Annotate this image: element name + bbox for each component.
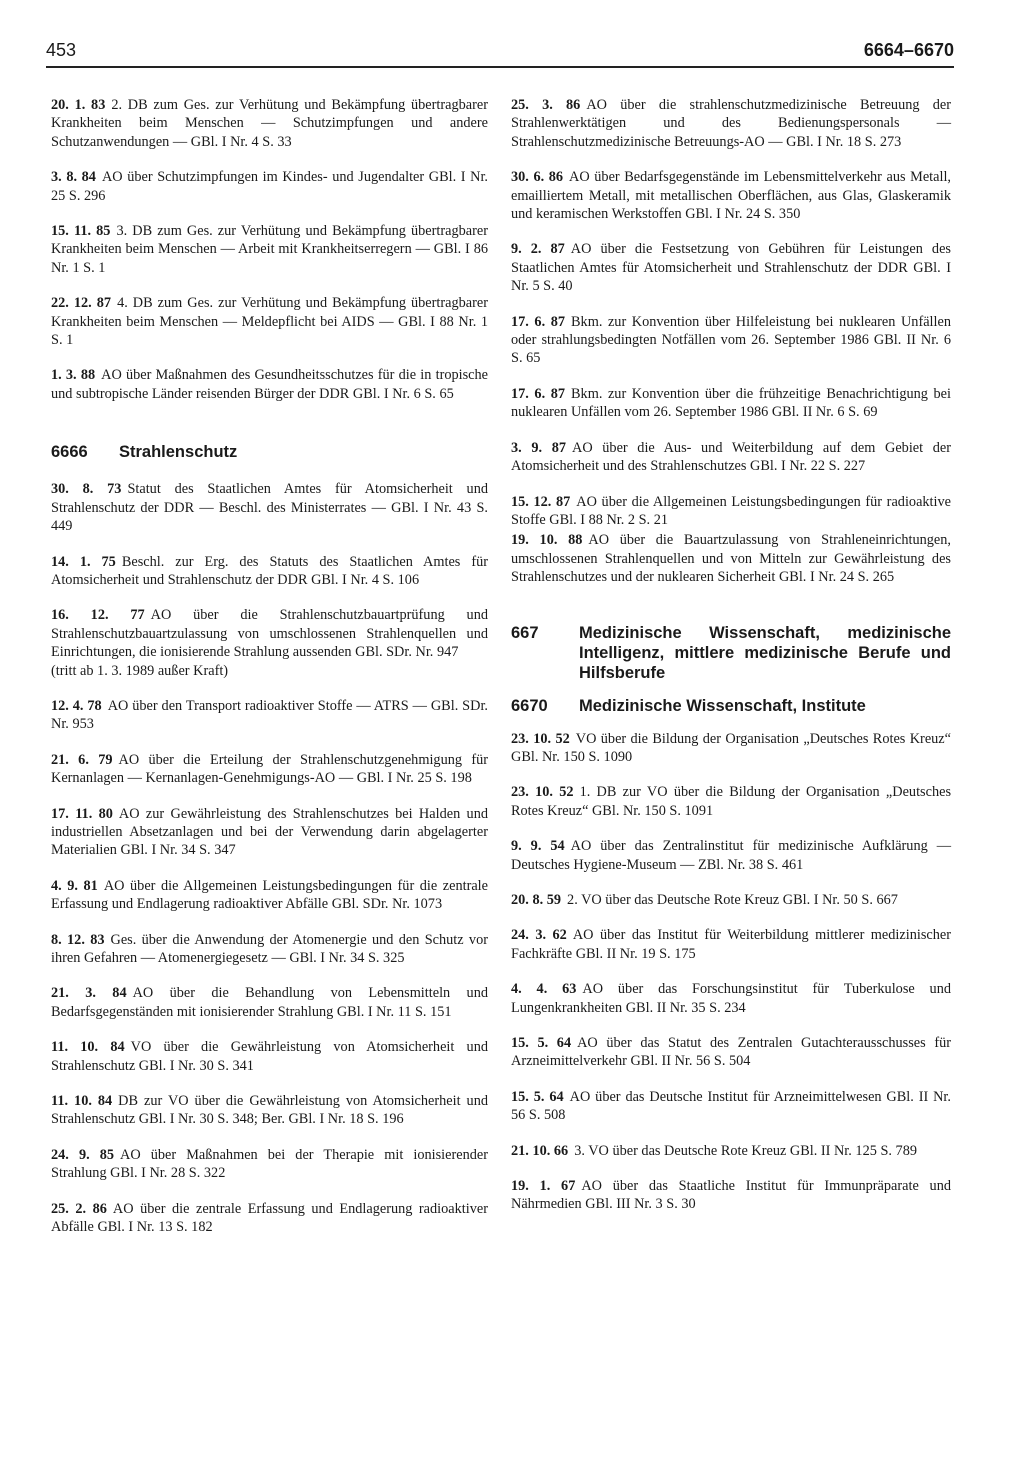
entry-text: AO über Schutzimpfungen im Kindes- und Jugendalter GBl. I Nr. 25 S. 296 [51, 169, 488, 204]
entry-date: 30. 6. 86 [511, 169, 564, 186]
entry-date: 14. 1. 75 [51, 553, 116, 570]
list-item [511, 837, 951, 874]
section-heading-6670 [511, 696, 951, 716]
entry-text: AO über die Festsetzung von Gebühren für Leistungen des Staatlichen Amtes für Atomsicherheit und Strahlenschutz der DDR GBl. I Nr. 5 S. 40 [511, 241, 951, 295]
entry-text: DB zur VO über die Gewährleistung von Atomsicherheit und Strahlenschutz GBl. I Nr. 30 S. 348; Ber. GBl. I Nr. 18 S. 196 [51, 1093, 488, 1128]
list-item [511, 1034, 951, 1071]
entry-text: Bkm. zur Konvention über die frühzeitige Benachrichtigung bei nuklearen Unfällen vom 26. September 1986 GBl. II Nr. 6 S. 69 [511, 385, 951, 421]
entry-date: 25. 3. 86 [511, 97, 581, 113]
entry-date: 23. 10. 52 [511, 730, 570, 747]
entry-date: 4. 4. 63 [511, 981, 577, 998]
list-item [51, 480, 488, 535]
entry-date: 25. 2. 86 [51, 1200, 107, 1217]
entry-date: 11. 10. 84 [51, 1093, 113, 1110]
entry-date: 20. 8. 59 [511, 891, 562, 908]
entry-date: 16. 12. 77 [51, 607, 145, 624]
list-item [511, 240, 951, 295]
entry-text: VO über die Bildung der Organisation „Deutsches Rotes Kreuz“ GBl. Nr. 150 S. 1090 [511, 730, 952, 765]
list-item [511, 926, 951, 963]
list-item [51, 1038, 488, 1075]
entry-text: Ges. über die Anwendung der Atomenergie und den Schutz vor ihren Gefahren — Atomenergiegesetz — GBl. I Nr. 34 S. 325 [51, 931, 488, 966]
entry-date: 30. 8. 73 [51, 481, 122, 498]
list-item [511, 1088, 951, 1125]
entry-text: VO über die Gewährleistung von Atomsicherheit und Strahlenschutz GBl. I Nr. 30 S. 341 [51, 1039, 488, 1074]
list-item [511, 980, 951, 1017]
list-item [511, 531, 951, 586]
entry-text: AO über das Staatliche Institut für Immunpräparate und Nährmedien GBl. III Nr. 3 S. 30 [511, 1178, 951, 1213]
list-item [511, 493, 951, 530]
entry-text: AO über die Bauartzulassung von Strahleneinrichtungen, umschlossenen Strahlenquellen und von Mitteln zur Gewährleistung des Strahlenschutzes und der nuklearen Sicherheit GBl. I Nr. 24 S. 265 [511, 532, 951, 586]
list-item [51, 366, 488, 403]
section-code: 667 [511, 623, 539, 642]
left-column [51, 96, 488, 1253]
right-column [511, 96, 951, 1231]
entry-text: AO über den Transport radioaktiver Stoffe — ATRS — GBl. SDr. Nr. 953 [51, 697, 488, 733]
list-item [51, 553, 488, 590]
entry-date: 19. 1. 67 [511, 1178, 576, 1195]
entry-date: 9. 9. 54 [511, 838, 565, 855]
entry-text: AO über Maßnahmen bei der Therapie mit ionisierender Strahlung GBl. I Nr. 28 S. 322 [51, 1146, 488, 1182]
entry-text: AO über die Erteilung der Strahlenschutzgenehmigung für Kernanlagen — Kernanlagen-Genehmigungs-AO — GBl. I Nr. 25 S. 198 [51, 751, 488, 787]
entry-date: 11. 10. 84 [51, 1039, 125, 1056]
entry-text: 2. VO über das Deutsche Rote Kreuz GBl. I Nr. 50 S. 667 [567, 891, 898, 908]
entry-date: 17. 6. 87 [511, 313, 566, 330]
list-item [511, 1142, 951, 1160]
list-item [51, 222, 488, 277]
entry-date: 21. 3. 84 [51, 985, 127, 1002]
entry-date: 15. 11. 85 [51, 223, 111, 240]
list-item [511, 385, 951, 422]
entry-text: AO über das Forschungsinstitut für Tuberkulose und Lungenkrankheiten GBl. II Nr. 35 S. 234 [511, 981, 952, 1016]
entry-text: AO über die Allgemeinen Leistungsbedingungen für die zentrale Erfassung und Endlagerung radioaktiver Abfälle GBl. SDr. Nr. 1073 [51, 877, 488, 913]
section-heading-6666 [51, 442, 488, 462]
entry-text: Statut des Staatlichen Amtes für Atomsicherheit und Strahlenschutz der DDR — Beschl. des Ministerrates — GBl. I Nr. 43 S. 449 [51, 481, 488, 535]
list-item [511, 313, 951, 368]
entry-date: 3. 8. 84 [51, 169, 96, 186]
entry-date: 20. 1. 83 [51, 97, 106, 113]
entry-date: 15. 12. 87 [511, 493, 571, 510]
entry-date: 17. 6. 87 [511, 385, 566, 402]
entry-date: 15. 5. 64 [511, 1035, 572, 1051]
list-item [51, 168, 488, 205]
list-item [51, 96, 488, 151]
list-item [51, 877, 488, 914]
entry-text: AO über die Allgemeinen Leistungsbedingungen für radioaktive Stoffe GBl. I 88 Nr. 2 S. 21 [511, 493, 951, 528]
section-title: Medizinische Wissenschaft, medizinische Intelligenz, mittlere medizinische Berufe und Hilfsberufe [579, 623, 951, 682]
page-header [46, 36, 954, 68]
list-item [511, 1177, 951, 1214]
entry-date: 12. 4. 78 [51, 697, 102, 714]
list-item [511, 439, 951, 476]
entry-text: AO über das Deutsche Institut für Arzneimittelwesen GBl. II Nr. 56 S. 508 [511, 1088, 951, 1124]
section-title: Strahlenschutz [119, 443, 238, 462]
list-item [51, 805, 488, 860]
section-code: 6666 [51, 443, 88, 462]
entry-date: 22. 12. 87 [51, 295, 112, 312]
section-title: Medizinische Wissenschaft, Institute [579, 696, 866, 715]
section-code: 6670 [511, 696, 548, 715]
entry-text: Beschl. zur Erg. des Statuts des Staatlichen Amtes für Atomsicherheit und Strahlenschutz der DDR GBl. I Nr. 4 S. 106 [51, 553, 489, 588]
entry-text: AO über das Zentralinstitut für medizinische Aufklärung — Deutsches Hygiene-Museum — ZBl. Nr. 38 S. 461 [511, 838, 952, 873]
list-item [511, 891, 951, 909]
entry-text: AO über das Statut des Zentralen Gutachterausschusses für Arzneimittelverkehr GBl. II Nr. 56 S. 504 [511, 1035, 951, 1070]
entry-text: 3. VO über das Deutsche Rote Kreuz GBl. II Nr. 125 S. 789 [574, 1142, 917, 1159]
entry-text: AO über die Aus- und Weiterbildung auf dem Gebiet der Atomsicherheit und des Strahlenschutzes GBl. I Nr. 22 S. 227 [511, 439, 951, 475]
entry-date: 15. 5. 64 [511, 1088, 564, 1105]
entry-text: AO über die Strahlenschutzbauartprüfung und Strahlenschutzbauartzulassung von umschlossenen Strahlenquellen und Einrichtungen, die ionisierende Strahlung aussenden GBl. SDr. Nr. 947 [51, 607, 488, 661]
list-item [51, 931, 488, 968]
entry-text: Bkm. zur Konvention über Hilfeleistung bei nuklearen Unfällen oder strahlungsbedingten Notfällen vom 26. September 1986 GBl. II Nr. 6 S. 65 [511, 313, 951, 367]
entry-text: AO über Bedarfsgegenstände im Lebensmittelverkehr aus Metall, emailliertem Metall, mit metallischen Oberflächen, aus Glas, Glaskeramik und keramischen Werkstoffen GBl. I Nr. 24 S. 350 [511, 169, 951, 223]
section-range: 6664–6670 [863, 40, 954, 60]
entry-date: 24. 3. 62 [511, 927, 567, 944]
entry-text: AO über die zentrale Erfassung und Endlagerung radioaktiver Abfälle GBl. I Nr. 13 S. 182 [51, 1200, 488, 1236]
list-item [51, 984, 488, 1021]
entry-text: 2. DB zum Ges. zur Verhütung und Bekämpfung übertragbarer Krankheiten beim Menschen — Schutzimpfungen und andere Schutzanwendungen — GBl. I Nr. 4 S. 33 [51, 97, 488, 150]
entry-text: 1. DB zur VO über die Bildung der Organisation „Deutsches Rotes Kreuz“ GBl. Nr. 150 S. 1091 [511, 784, 952, 819]
list-item [51, 1200, 488, 1237]
list-item [511, 783, 951, 820]
list-item [51, 1146, 488, 1183]
list-item [51, 294, 488, 349]
entry-date: 24. 9. 85 [51, 1146, 115, 1163]
entry-text: AO über das Institut für Weiterbildung mittlerer medizinischer Fachkräfte GBl. II Nr. 19 S. 175 [511, 927, 951, 962]
entry-text: 3. DB zum Ges. zur Verhütung und Bekämpfung übertragbarer Krankheiten beim Menschen — Arbeit mit Krankheitserregern — GBl. I 86 Nr. 1 S. 1 [51, 223, 488, 276]
entry-date: 21. 6. 79 [51, 751, 113, 768]
list-item [51, 751, 488, 788]
entry-date: 17. 11. 80 [51, 805, 113, 822]
entry-date: 1. 3. 88 [51, 367, 96, 384]
entry-text: AO über Maßnahmen des Gesundheitsschutzes für die in tropische und subtropische Länder reisenden Bürger der DDR GBl. I Nr. 6 S. 65 [51, 367, 488, 402]
section-heading-667 [511, 623, 951, 683]
list-item [511, 730, 951, 767]
list-item [51, 1092, 488, 1129]
list-item [511, 96, 951, 151]
list-item [51, 606, 488, 680]
entry-text: AO über die strahlenschutzmedizinische Betreuung der Strahlenwerktätigen und des Bedienungspersonals — Strahlenschutzmedizinische Betreuungs-AO — GBl. I Nr. 18 S. 273 [511, 97, 951, 150]
entry-date: 4. 9. 81 [51, 877, 98, 894]
entry-date: 23. 10. 52 [511, 784, 574, 801]
entry-note: (tritt ab 1. 3. 1989 außer Kraft) [51, 662, 229, 679]
list-item [511, 168, 951, 223]
entry-date: 21. 10. 66 [511, 1142, 569, 1159]
entry-text: AO über die Behandlung von Lebensmitteln und Bedarfsgegenständen mit ionisierender Strahlung GBl. I Nr. 11 S. 151 [51, 985, 488, 1020]
entry-date: 8. 12. 83 [51, 931, 105, 948]
entry-text: 4. DB zum Ges. zur Verhütung und Bekämpfung übertragbarer Krankheiten beim Menschen — Meldepflicht bei AIDS — GBl. I 88 Nr. 1 S. 1 [51, 295, 488, 349]
entry-date: 19. 10. 88 [511, 532, 583, 549]
list-item [51, 697, 488, 734]
page-number: 453 [46, 40, 77, 60]
entry-date: 9. 2. 87 [511, 241, 565, 258]
entry-date: 3. 9. 87 [511, 439, 566, 456]
entry-text: AO zur Gewährleistung des Strahlenschutzes bei Halden und industriellen Absetzanlagen und bei der Verwendung darin abgelagerter Materialien GBl. I Nr. 34 S. 347 [51, 805, 488, 859]
